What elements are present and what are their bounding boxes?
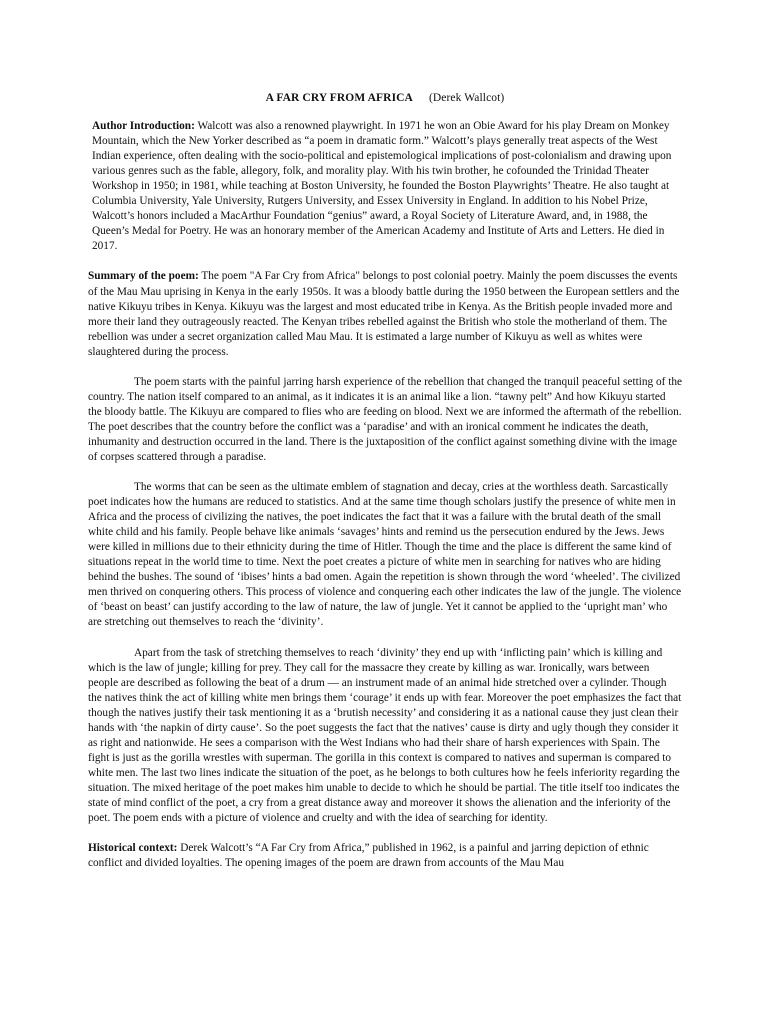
paragraph-text: The poem "A Far Cry from Africa" belongs to post colonial poetry. Mainly the poem discusses the events of the Mau Mau uprising in Kenya in the early 1950s. It was a bloody battle during the 1950 between the European settlers and the native Kikuyu tribes in Kenya. Kikuyu was the largest and most educated tribe in Kenya. As the British people invaded more and more their land they outrageously reacted. The Kenyan tribes rebelled against the British who stole the motherland of them. The rebellion was under a secret organization called Mau Mau. It is estimated a large number of Kikuyu as well as whites were slaughtered during the process. bbox=[88, 270, 680, 358]
paragraph-lead: Summary of the poem: bbox=[88, 270, 199, 283]
body-paragraph bbox=[88, 480, 682, 630]
body-paragraph bbox=[88, 375, 682, 465]
body-paragraph bbox=[88, 646, 682, 827]
paragraph-text: Apart from the task of stretching themselves to reach ‘divinity’ they end up with ‘inflicting pain’ which is killing and which is the law of jungle; killing for prey. They call for the massacre they create by killing as war. Ironically, wars between people are described as following the beat of a drum — an instrument made of an animal hide stretched over a cylinder. Though the natives think the act of killing white men brings them ‘courage’ it ends up with fear. Moreover the poet emphasizes the fact that though the natives justify their task mentioning it as a ‘brutish necessity’ and considering it as a national cause they just clean their hands with ‘the napkin of dirty cause’. So the poet suggests the fact that the natives’ cause is dirty and ugly though they consider it as right and nationwide. He sees a comparison with the West Indians who had their share of harsh experiences with Spain. The fight is just as the gorilla wrestles with superman. The gorilla in this context is compared to natives and superman is compared to white men. The last two lines indicate the situation of the poet, as he belongs to both cultures how he feels inferiority regarding the situation. The mixed heritage of the poet makes him unable to decide to which he should be partial. The title itself too indicates the state of mind conflict of the poet, a cry from a great distance away and moreover it shows the alienation and the inferiority of the poet. The poem ends with a picture of violence and cruelty and with the idea of searching for identity. bbox=[88, 646, 682, 825]
summary-paragraph bbox=[88, 269, 682, 359]
paragraph-lead: Historical context: bbox=[88, 842, 178, 855]
historical-context-paragraph bbox=[88, 841, 682, 871]
author-introduction-paragraph bbox=[88, 119, 682, 254]
paragraph-lead: Author Introduction: bbox=[92, 120, 195, 133]
paragraph-text: The poem starts with the painful jarring harsh experience of the rebellion that changed the tranquil peaceful setting of the country. The nation itself compared to an animal, as it indicates it is an animal like a lion. “tawny pelt” And how Kikuyu started the bloody battle. The Kikuyu are compared to flies who are feeding on blood. Next we are informed the aftermath of the rebellion. The poet describes that the country before the conflict was a ‘paradise’ and with an ironical comment he indicates the death, inhumanity and destruction occurred in the land. There is the juxtaposition of the conflict against something divine with the image of corpses scattered through a paradise. bbox=[88, 375, 683, 463]
document-heading bbox=[88, 91, 682, 106]
paragraph-text: The worms that can be seen as the ultimate emblem of stagnation and decay, cries at the worthless death. Sarcastically poet indicates how the humans are reduced to statistics. And at the same time though scholars justify the presence of white men in Africa and the process of civilizing the natives, the poet indicates the fact that it was a failure with the brutal death of the small white child and his family. People behave like animals ‘savages’ hints and remind us the persecution endured by the Jews. Jews were killed in millions due to their ethnicity during the time of Hitler. Though the time and the place is different the same kind of situations repeat in the world time to time. Next the poet creates a picture of white men in searching for natives who are hiding behind the bushes. The sound of ‘ibises’ hints a bad omen. Again the repetition is shown through the word ‘wheeled’. The civilized men thrived on conquering others. This process of violence and conquering each other indicates the law of the jungle. The violence of ‘beast on beast’ can justify according to the law of nature, the law of jungle. Yet it cannot be applied to the ‘upright man’ who are stretching out themselves to reach the ‘divinity’. bbox=[88, 481, 682, 629]
document-page bbox=[88, 91, 682, 886]
paragraph-text: Derek Walcott’s “A Far Cry from Africa,” published in 1962, is a painful and jarring depiction of ethnic conflict and divided loyalties. The opening images of the poem are drawn from accounts of the Mau Mau bbox=[88, 842, 649, 870]
document-title: A FAR CRY FROM AFRICA bbox=[265, 92, 413, 104]
paragraph-text: Walcott was also a renowned playwright. In 1971 he won an Obie Award for his play Dream on Monkey Mountain, which the New Yorker described as “a poem in dramatic form.” Walcott’s plays generally treat aspects of the West Indian experience, often dealing with the socio-political and epistemological implications of post-colonialism and drawing upon various genres such as the fable, allegory, folk, and morality play. With his twin brother, he cofounded the Trinidad Theater Workshop in 1950; in 1981, while teaching at Boston University, he founded the Boston Playwrights’ Theatre. He also taught at Columbia University, Yale University, Rutgers University, and Essex University in England. In addition to his Nobel Prize, Walcott’s honors included a MacArthur Foundation “genius” award, a Royal Society of Literature Award, and, in 1988, the Queen’s Medal for Poetry. He was an honorary member of the American Academy and Institute of Arts and Letters. He died in 2017. bbox=[92, 120, 672, 253]
document-author: (Derek Wallcot) bbox=[428, 92, 505, 104]
